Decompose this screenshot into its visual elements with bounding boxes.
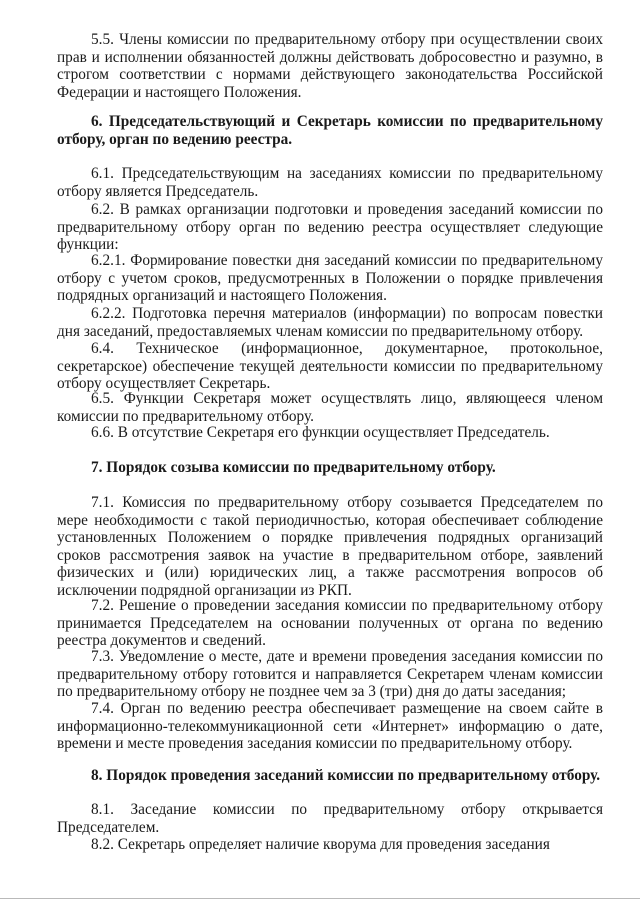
paragraph-6-2-1: 6.2.1. Формирование повестки дня заседаний комиссии по предварительному отбору с учетом сроков, предусмотренных в Положении о порядке привлечения подрядных организаций и настоящего Положения.	[57, 252, 603, 305]
heading-section-6: 6. Председательствующий и Секретарь комиссии по предварительному отбору, орган по ведению реестра.	[57, 113, 603, 148]
paragraph-7-2: 7.2. Решение о проведении заседания комиссии по предварительному отбору принимается Председателем на основании полученных от органа по ведению реестра документов и сведений.	[57, 597, 603, 650]
paragraph-5-5: 5.5. Члены комиссии по предварительному отбору при осуществлении своих прав и исполнении обязанностей должны действовать добросовестно и разумно, в строгом соответствии с нормами действующего законодательства Российской Федерации и настоящего Положения.	[57, 31, 603, 101]
paragraph-8-1: 8.1. Заседание комиссии по предварительному отбору открывается Председателем.	[57, 801, 603, 836]
paragraph-7-4: 7.4. Орган по ведению реестра обеспечивает размещение на своем сайте в информационно-телекоммуникационной сети «Интернет» информацию о дате, времени и месте проведения заседания комиссии по предварительному отбору.	[57, 700, 603, 753]
heading-section-7: 7. Порядок созыва комиссии по предварительному отбору.	[91, 459, 496, 476]
paragraph-6-2-2: 6.2.2. Подготовка перечня материалов (информации) по вопросам повестки дня заседаний, предоставляемых членам комиссии по предварительному отбору.	[57, 305, 603, 340]
paragraph-6-5: 6.5. Функции Секретаря может осуществлять лицо, являющееся членом комиссии по предварительному отбору.	[57, 390, 603, 425]
paragraph-6-1: 6.1. Председательствующим на заседаниях комиссии по предварительному отбору является Председатель.	[57, 165, 603, 200]
paragraph-8-2: 8.2. Секретарь определяет наличие кворума для проведения заседания	[91, 836, 550, 853]
paragraph-6-6: 6.6. В отсутствие Секретаря его функции осуществляет Председатель.	[91, 424, 550, 441]
paragraph-7-3: 7.3. Уведомление о месте, дате и времени проведения заседания комиссии по предварительному отбору готовится и направляется Секретарем членам комиссии по предварительному отбору не позднее чем за 3 (три) дня до даты заседания;	[57, 648, 603, 701]
paragraph-6-2: 6.2. В рамках организации подготовки и проведения заседаний комиссии по предварительному отбору орган по ведению реестра осуществляет следующие функции:	[57, 201, 603, 254]
page-bottom-edge	[0, 898, 640, 899]
paragraph-6-4: 6.4. Техническое (информационное, документарное, протокольное, секретарское) обеспечение текущей деятельности комиссии по предварительному отбору осуществляет Секретарь.	[57, 340, 603, 393]
heading-section-8: 8. Порядок проведения заседаний комиссии по предварительному отбору.	[91, 767, 601, 784]
paragraph-7-1: 7.1. Комиссия по предварительному отбору созывается Председателем по мере необходимости с такой периодичностью, которая обеспечивает соблюдение установленных Положением о порядке привлечения подрядных организаций сроков рассмотрения заявок на участие в предварительном отборе, заявлений физических и (или) юридических лиц, а также рассмотрения вопросов об исключении подрядной организации из РКП.	[57, 494, 603, 599]
